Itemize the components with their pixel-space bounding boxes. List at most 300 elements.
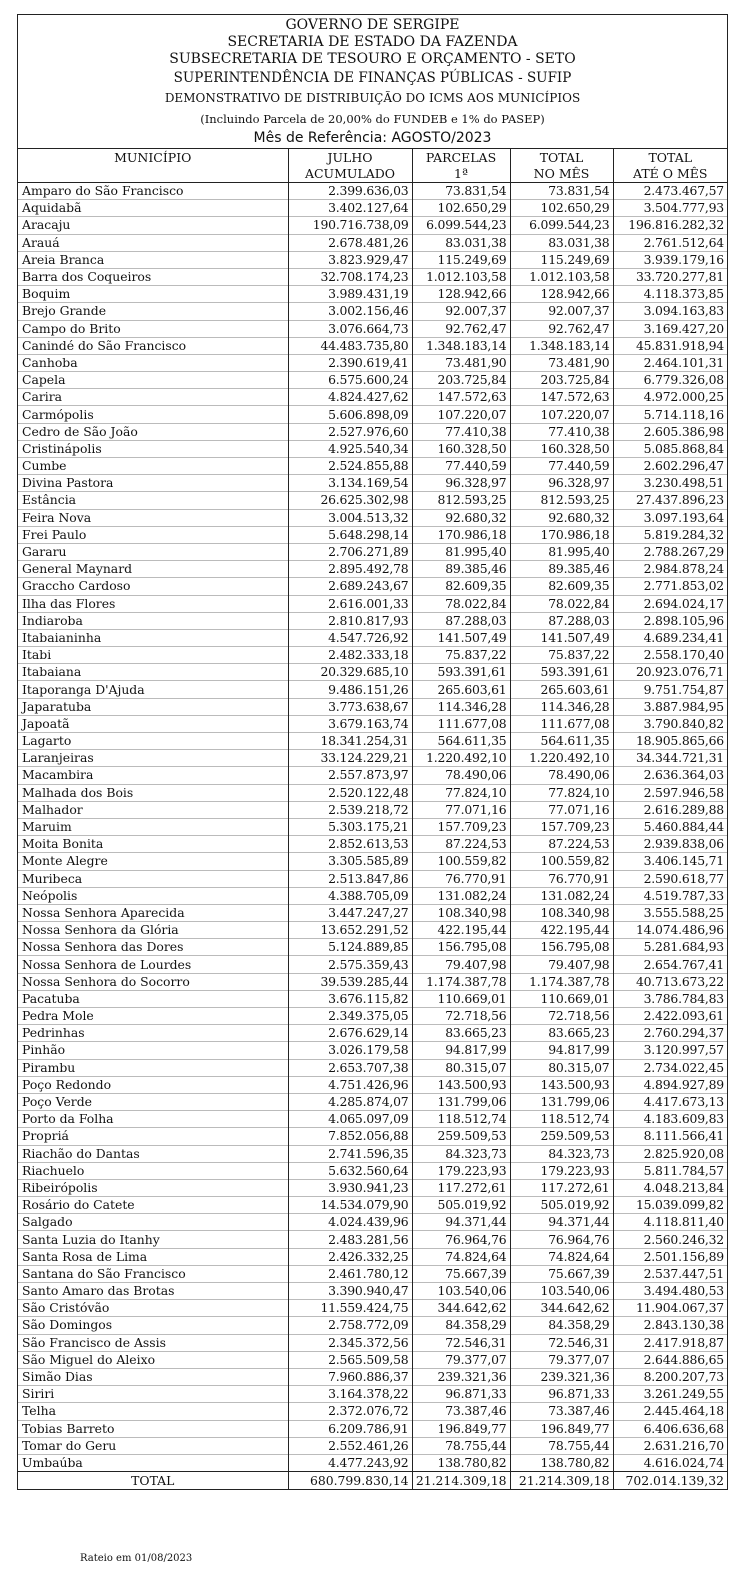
total-ate-cell: 3.887.984,95	[613, 698, 727, 715]
total-ate-cell: 2.644.886,65	[613, 1351, 727, 1368]
total-mes-cell: 170.986,18	[510, 526, 613, 543]
parcelas-cell: 1.220.492,10	[412, 750, 510, 767]
col-header-total-ate-sub: ATÉ O MÊS	[613, 166, 727, 183]
table-row	[18, 956, 727, 973]
table-row	[18, 1214, 727, 1231]
julho-cell: 2.810.817,93	[288, 612, 412, 629]
total-mes-cell: 107.220,07	[510, 406, 613, 423]
total-mes-cell: 77.824,10	[510, 784, 613, 801]
municipio-cell: Riachuelo	[22, 1162, 85, 1178]
total-ate-cell: 4.894.927,89	[613, 1076, 727, 1093]
total-mes-cell: 115.249,69	[510, 251, 613, 268]
total-mes-cell: 422.195,44	[510, 922, 613, 939]
julho-cell: 2.575.359,43	[288, 956, 412, 973]
total-mes-cell: 84.323,73	[510, 1145, 613, 1162]
municipio-cell: Canhoba	[22, 354, 78, 370]
total-mes-cell: 80.315,07	[510, 1059, 613, 1076]
table-row	[18, 733, 727, 750]
total-ate-cell: 6.779.326,08	[613, 372, 727, 389]
total-ate-cell: 2.558.170,40	[613, 647, 727, 664]
total-ate-cell: 2.771.853,02	[613, 578, 727, 595]
table-row	[18, 337, 727, 354]
total-mes-cell: 79.407,98	[510, 956, 613, 973]
table-row	[18, 595, 727, 612]
table-row	[18, 475, 727, 492]
total-ate-cell: 4.972.000,25	[613, 389, 727, 406]
total-mes-cell: 73.387,46	[510, 1403, 613, 1420]
parcelas-cell: 82.609,35	[412, 578, 510, 595]
total-ate-cell: 3.494.480,53	[613, 1283, 727, 1300]
table-row	[18, 509, 727, 526]
parcelas-cell: 73.481,90	[412, 354, 510, 371]
julho-cell: 2.482.333,18	[288, 647, 412, 664]
parcelas-cell: 94.817,99	[412, 1042, 510, 1059]
total-ate-cell: 27.437.896,23	[613, 492, 727, 509]
julho-cell: 4.477.243,92	[288, 1454, 412, 1471]
municipio-cell: São Domingos	[22, 1317, 113, 1333]
total-ate-cell: 18.905.865,66	[613, 733, 727, 750]
table-row	[18, 801, 727, 818]
total-mes-cell: 75.667,39	[510, 1265, 613, 1282]
total-ate-cell: 6.406.636,68	[613, 1420, 727, 1437]
total-ate-cell: 5.460.884,44	[613, 818, 727, 835]
parcelas-cell: 76.770,91	[412, 870, 510, 887]
julho-cell: 5.124.889,85	[288, 939, 412, 956]
total-ate-cell: 2.590.618,77	[613, 870, 727, 887]
municipio-cell: Malhada dos Bois	[22, 784, 134, 800]
total-mes-cell: 108.340,98	[510, 904, 613, 921]
julho-cell: 5.632.560,64	[288, 1162, 412, 1179]
municipio-cell: Nossa Senhora Aparecida	[22, 904, 185, 920]
julho-cell: 33.124.229,21	[288, 750, 412, 767]
total-ate-cell: 3.786.784,83	[613, 990, 727, 1007]
total-ate-cell: 2.537.447,51	[613, 1265, 727, 1282]
municipio-cell: Santo Amaro das Brotas	[22, 1283, 175, 1299]
total-ate-cell: 2.597.946,58	[613, 784, 727, 801]
parcelas-cell: 344.642,62	[412, 1300, 510, 1317]
total-mes-cell: 83.665,23	[510, 1025, 613, 1042]
parcelas-cell: 115.249,69	[412, 251, 510, 268]
julho-cell: 3.134.169,54	[288, 475, 412, 492]
julho-cell: 2.895.492,78	[288, 561, 412, 578]
parcelas-cell: 110.669,01	[412, 990, 510, 1007]
parcelas-cell: 157.709,23	[412, 818, 510, 835]
parcelas-cell: 1.174.387,78	[412, 973, 510, 990]
municipio-cell: Canindé do São Francisco	[22, 337, 187, 353]
total-ate-cell: 2.984.878,24	[613, 561, 727, 578]
parcelas-cell: 74.824,64	[412, 1248, 510, 1265]
table-row	[18, 1162, 727, 1179]
parcelas-cell: 92.680,32	[412, 509, 510, 526]
total-ate-cell: 8.200.207,73	[613, 1368, 727, 1385]
julho-cell: 3.930.941,23	[288, 1179, 412, 1196]
parcelas-cell: 73.387,46	[412, 1403, 510, 1420]
julho-cell: 2.678.481,26	[288, 234, 412, 251]
julho-cell: 2.616.001,33	[288, 595, 412, 612]
table-row	[18, 1025, 727, 1042]
total-ate-cell: 3.261.249,55	[613, 1386, 727, 1403]
total-ate-cell: 4.183.609,83	[613, 1111, 727, 1128]
total-mes-cell: 157.709,23	[510, 818, 613, 835]
julho-cell: 44.483.735,80	[288, 337, 412, 354]
municipio-cell: Brejo Grande	[22, 303, 107, 319]
julho-cell: 3.002.156,46	[288, 303, 412, 320]
total-ate-cell: 196.816.282,32	[613, 217, 727, 234]
table-row	[18, 1437, 727, 1454]
parcelas-cell: 78.022,84	[412, 595, 510, 612]
municipio-cell: Capela	[22, 372, 66, 388]
municipio-cell: General Maynard	[22, 561, 133, 577]
parcelas-cell: 564.611,35	[412, 733, 510, 750]
parcelas-cell: 812.593,25	[412, 492, 510, 509]
julho-cell: 2.852.613,53	[288, 836, 412, 853]
parcelas-cell: 77.410,38	[412, 423, 510, 440]
julho-cell: 4.024.439,96	[288, 1214, 412, 1231]
total-mes-cell: 73.831,54	[510, 183, 613, 200]
municipio-cell: Nossa Senhora das Dores	[22, 939, 184, 955]
total-row	[18, 1472, 727, 1490]
total-mes-cell: 138.780,82	[510, 1454, 613, 1471]
total-mes-cell: 593.391,61	[510, 664, 613, 681]
table-row	[18, 1145, 727, 1162]
table-row	[18, 1317, 727, 1334]
parcelas-cell: 118.512,74	[412, 1111, 510, 1128]
total-mes-cell: 239.321,36	[510, 1368, 613, 1385]
total-mes-cell: 131.082,24	[510, 887, 613, 904]
total-mes-cell: 156.795,08	[510, 939, 613, 956]
julho-cell: 3.305.585,89	[288, 853, 412, 870]
municipio-cell: Ribeirópolis	[22, 1179, 98, 1195]
parcelas-cell: 77.440,59	[412, 458, 510, 475]
parcelas-cell: 77.824,10	[412, 784, 510, 801]
table-row	[18, 1197, 727, 1214]
total-mes-cell: 203.725,84	[510, 372, 613, 389]
julho-cell: 4.388.705,09	[288, 887, 412, 904]
total-mes-cell: 143.500,93	[510, 1076, 613, 1093]
parcelas-cell: 96.871,33	[412, 1386, 510, 1403]
parcelas-cell: 1.012.103,58	[412, 268, 510, 285]
julho-cell: 3.164.378,22	[288, 1386, 412, 1403]
julho-cell: 13.652.291,52	[288, 922, 412, 939]
total-ate-mes: 702.014.139,32	[613, 1472, 727, 1490]
julho-cell: 4.824.427,62	[288, 389, 412, 406]
parcelas-cell: 593.391,61	[412, 664, 510, 681]
parcelas-cell: 265.603,61	[412, 681, 510, 698]
municipio-cell: Umbaúba	[22, 1454, 83, 1470]
parcelas-cell: 79.377,07	[412, 1351, 510, 1368]
total-label: TOTAL	[18, 1472, 288, 1490]
julho-cell: 2.653.707,38	[288, 1059, 412, 1076]
municipio-cell: Barra dos Coqueiros	[22, 269, 152, 285]
table-row	[18, 1008, 727, 1025]
parcelas-cell: 96.328,97	[412, 475, 510, 492]
total-ate-cell: 4.048.213,84	[613, 1179, 727, 1196]
julho-cell: 4.925.540,34	[288, 440, 412, 457]
table-row	[18, 1454, 727, 1471]
header-superintendence: SUPERINTENDÊNCIA DE FINANÇAS PÚBLICAS - SUFIP	[173, 70, 572, 86]
municipio-cell: Aracaju	[22, 217, 71, 233]
julho-cell: 2.461.780,12	[288, 1265, 412, 1282]
parcelas-cell: 72.718,56	[412, 1008, 510, 1025]
total-ate-cell: 5.714.118,16	[613, 406, 727, 423]
parcelas-cell: 156.795,08	[412, 939, 510, 956]
total-ate-cell: 9.751.754,87	[613, 681, 727, 698]
total-mes-cell: 1.174.387,78	[510, 973, 613, 990]
table-row	[18, 1386, 727, 1403]
total-ate-cell: 2.422.093,61	[613, 1008, 727, 1025]
total-ate-cell: 4.118.373,85	[613, 286, 727, 303]
total-ate-cell: 2.636.364,03	[613, 767, 727, 784]
parcelas-cell: 147.572,63	[412, 389, 510, 406]
total-mes-cell: 87.288,03	[510, 612, 613, 629]
municipio-cell: Telha	[22, 1403, 56, 1419]
total-mes-cell: 103.540,06	[510, 1283, 613, 1300]
municipio-cell: Poço Redondo	[22, 1076, 112, 1092]
col-header-julho: JULHO	[288, 149, 412, 167]
total-mes-cell: 259.509,53	[510, 1128, 613, 1145]
table-row	[18, 1093, 727, 1110]
table-row	[18, 904, 727, 921]
julho-cell: 3.004.513,32	[288, 509, 412, 526]
total-mes: 21.214.309,18	[510, 1472, 613, 1490]
parcelas-cell: 138.780,82	[412, 1454, 510, 1471]
table-row	[18, 853, 727, 870]
municipio-cell: Gararu	[22, 544, 67, 560]
total-mes-cell: 74.824,64	[510, 1248, 613, 1265]
total-ate-cell: 2.501.156,89	[613, 1248, 727, 1265]
table-row	[18, 973, 727, 990]
municipio-cell: Moita Bonita	[22, 836, 104, 852]
municipio-cell: Japoatã	[22, 715, 70, 731]
julho-cell: 4.285.874,07	[288, 1093, 412, 1110]
total-mes-cell: 77.410,38	[510, 423, 613, 440]
total-mes-cell: 564.611,35	[510, 733, 613, 750]
col-header-parcelas: PARCELAS	[412, 149, 510, 167]
table-row	[18, 1248, 727, 1265]
municipio-cell: Nossa Senhora do Socorro	[22, 973, 190, 989]
julho-cell: 2.689.243,67	[288, 578, 412, 595]
julho-cell: 4.065.097,09	[288, 1111, 412, 1128]
municipio-cell: Campo do Brito	[22, 320, 121, 336]
total-mes-cell: 265.603,61	[510, 681, 613, 698]
parcelas-cell: 76.964,76	[412, 1231, 510, 1248]
col-header-total-mes-sub: NO MÊS	[510, 166, 613, 183]
footnote: Rateio em 01/08/2023	[80, 1553, 193, 1564]
parcelas-cell: 78.490,06	[412, 767, 510, 784]
municipio-cell: Carira	[22, 389, 63, 405]
table-row	[18, 887, 727, 904]
total-ate-cell: 3.504.777,93	[613, 200, 727, 217]
parcelas-cell: 92.007,37	[412, 303, 510, 320]
municipio-cell: Pedra Mole	[22, 1008, 94, 1024]
total-parcelas: 21.214.309,18	[412, 1472, 510, 1490]
parcelas-cell: 170.986,18	[412, 526, 510, 543]
total-ate-cell: 4.616.024,74	[613, 1454, 727, 1471]
total-ate-cell: 5.811.784,57	[613, 1162, 727, 1179]
total-ate-cell: 20.923.076,71	[613, 664, 727, 681]
municipio-cell: Estância	[22, 492, 77, 508]
municipio-cell: Pirambu	[22, 1059, 76, 1075]
total-mes-cell: 83.031,38	[510, 234, 613, 251]
julho-cell: 6.575.600,24	[288, 372, 412, 389]
julho-cell: 18.341.254,31	[288, 733, 412, 750]
total-mes-cell: 92.762,47	[510, 320, 613, 337]
parcelas-cell: 79.407,98	[412, 956, 510, 973]
municipio-cell: Monte Alegre	[22, 853, 108, 869]
table-row	[18, 1403, 727, 1420]
total-ate-cell: 11.904.067,37	[613, 1300, 727, 1317]
municipio-cell: Itaporanga D'Ajuda	[22, 681, 145, 697]
municipio-cell: Santa Rosa de Lima	[22, 1248, 148, 1264]
total-mes-cell: 812.593,25	[510, 492, 613, 509]
municipio-cell: Rosário do Catete	[22, 1197, 135, 1213]
table-row	[18, 1059, 727, 1076]
total-ate-cell: 3.169.427,20	[613, 320, 727, 337]
parcelas-cell: 94.371,44	[412, 1214, 510, 1231]
total-ate-cell: 2.464.101,31	[613, 354, 727, 371]
parcelas-cell: 80.315,07	[412, 1059, 510, 1076]
table-row	[18, 1076, 727, 1093]
total-ate-cell: 2.898.105,96	[613, 612, 727, 629]
table-row	[18, 1128, 727, 1145]
total-mes-cell: 344.642,62	[510, 1300, 613, 1317]
total-ate-cell: 2.694.024,17	[613, 595, 727, 612]
col-header-municipio-sub	[18, 166, 288, 183]
julho-cell: 2.399.636,03	[288, 183, 412, 200]
table-row	[18, 1042, 727, 1059]
municipio-cell: Nossa Senhora da Glória	[22, 922, 179, 938]
municipio-cell: Nossa Senhora de Lourdes	[22, 956, 192, 972]
julho-cell: 2.539.218,72	[288, 801, 412, 818]
table-row	[18, 440, 727, 457]
julho-cell: 190.716.738,09	[288, 217, 412, 234]
municipio-cell: Itabaiana	[22, 664, 82, 680]
julho-cell: 2.565.509,58	[288, 1351, 412, 1368]
total-mes-cell: 94.371,44	[510, 1214, 613, 1231]
total-mes-cell: 87.224,53	[510, 836, 613, 853]
total-ate-cell: 4.689.234,41	[613, 629, 727, 646]
municipio-cell: Feira Nova	[22, 509, 92, 525]
municipio-cell: Porto da Folha	[22, 1111, 114, 1127]
municipio-cell: Malhador	[22, 801, 83, 817]
table-row	[18, 423, 727, 440]
parcelas-cell: 259.509,53	[412, 1128, 510, 1145]
total-mes-cell: 89.385,46	[510, 561, 613, 578]
total-ate-cell: 33.720.277,81	[613, 268, 727, 285]
table-row	[18, 303, 727, 320]
total-mes-cell: 76.770,91	[510, 870, 613, 887]
municipio-cell: Pedrinhas	[22, 1025, 85, 1041]
julho-cell: 2.557.873,97	[288, 767, 412, 784]
total-mes-cell: 96.871,33	[510, 1386, 613, 1403]
total-ate-cell: 2.417.918,87	[613, 1334, 727, 1351]
table-row	[18, 200, 727, 217]
julho-cell: 5.606.898,09	[288, 406, 412, 423]
total-ate-cell: 2.445.464,18	[613, 1403, 727, 1420]
total-ate-cell: 4.417.673,13	[613, 1093, 727, 1110]
parcelas-cell: 72.546,31	[412, 1334, 510, 1351]
parcelas-cell: 196.849,77	[412, 1420, 510, 1437]
julho-cell: 2.349.375,05	[288, 1008, 412, 1025]
total-mes-cell: 81.995,40	[510, 543, 613, 560]
table-row	[18, 561, 727, 578]
total-mes-cell: 160.328,50	[510, 440, 613, 457]
total-ate-cell: 2.843.130,38	[613, 1317, 727, 1334]
municipio-cell: Cedro de São João	[22, 423, 138, 439]
julho-cell: 11.559.424,75	[288, 1300, 412, 1317]
total-mes-cell: 102.650,29	[510, 200, 613, 217]
parcelas-cell: 75.667,39	[412, 1265, 510, 1282]
table-row	[18, 251, 727, 268]
parcelas-cell: 77.071,16	[412, 801, 510, 818]
parcelas-cell: 1.348.183,14	[412, 337, 510, 354]
total-ate-cell: 15.039.099,82	[613, 1197, 727, 1214]
table-row	[18, 647, 727, 664]
total-mes-cell: 118.512,74	[510, 1111, 613, 1128]
total-mes-cell: 78.490,06	[510, 767, 613, 784]
table-row	[18, 526, 727, 543]
julho-cell: 2.552.461,26	[288, 1437, 412, 1454]
col-header-julho-sub: ACUMULADO	[288, 166, 412, 183]
total-ate-cell: 3.939.179,16	[613, 251, 727, 268]
table-row	[18, 1265, 727, 1282]
total-mes-cell: 72.718,56	[510, 1008, 613, 1025]
municipio-cell: Amparo do São Francisco	[22, 183, 184, 199]
municipio-cell: Pacatuba	[22, 990, 80, 1006]
parcelas-cell: 103.540,06	[412, 1283, 510, 1300]
municipio-cell: Aquidabã	[22, 200, 82, 216]
table-row	[18, 286, 727, 303]
col-header-total-mes: TOTAL	[510, 149, 613, 167]
municipio-cell: Lagarto	[22, 733, 72, 749]
total-mes-cell: 92.007,37	[510, 303, 613, 320]
col-header-parcelas-sub: 1ª	[412, 166, 510, 183]
total-julho: 680.799.830,14	[288, 1472, 412, 1490]
total-mes-cell: 96.328,97	[510, 475, 613, 492]
total-ate-cell: 45.831.918,94	[613, 337, 727, 354]
julho-cell: 2.527.976,60	[288, 423, 412, 440]
julho-cell: 3.447.247,27	[288, 904, 412, 921]
table-row	[18, 767, 727, 784]
julho-cell: 5.648.298,14	[288, 526, 412, 543]
parcelas-cell: 107.220,07	[412, 406, 510, 423]
header-report-title: DEMONSTRATIVO DE DISTRIBUIÇÃO DO ICMS AOS MUNICÍPIOS	[164, 91, 581, 105]
julho-cell: 9.486.151,26	[288, 681, 412, 698]
total-ate-cell: 3.097.193,64	[613, 509, 727, 526]
julho-cell: 2.520.122,48	[288, 784, 412, 801]
total-mes-cell: 78.755,44	[510, 1437, 613, 1454]
julho-cell: 6.209.786,91	[288, 1420, 412, 1437]
julho-cell: 3.773.638,67	[288, 698, 412, 715]
total-ate-cell: 2.939.838,06	[613, 836, 727, 853]
parcelas-cell: 505.019,92	[412, 1197, 510, 1214]
julho-cell: 3.076.664,73	[288, 320, 412, 337]
total-ate-cell: 3.094.163,83	[613, 303, 727, 320]
table-row	[18, 990, 727, 1007]
total-ate-cell: 2.631.216,70	[613, 1437, 727, 1454]
total-mes-cell: 1.012.103,58	[510, 268, 613, 285]
table-row	[18, 1300, 727, 1317]
table-row	[18, 1334, 727, 1351]
total-ate-cell: 3.555.588,25	[613, 904, 727, 921]
table-row	[18, 389, 727, 406]
table-row	[18, 939, 727, 956]
col-header-total-ate: TOTAL	[613, 149, 727, 167]
table-row	[18, 1283, 727, 1300]
municipio-cell: Salgado	[22, 1214, 73, 1230]
distribution-table	[18, 148, 727, 1489]
parcelas-cell: 143.500,93	[412, 1076, 510, 1093]
